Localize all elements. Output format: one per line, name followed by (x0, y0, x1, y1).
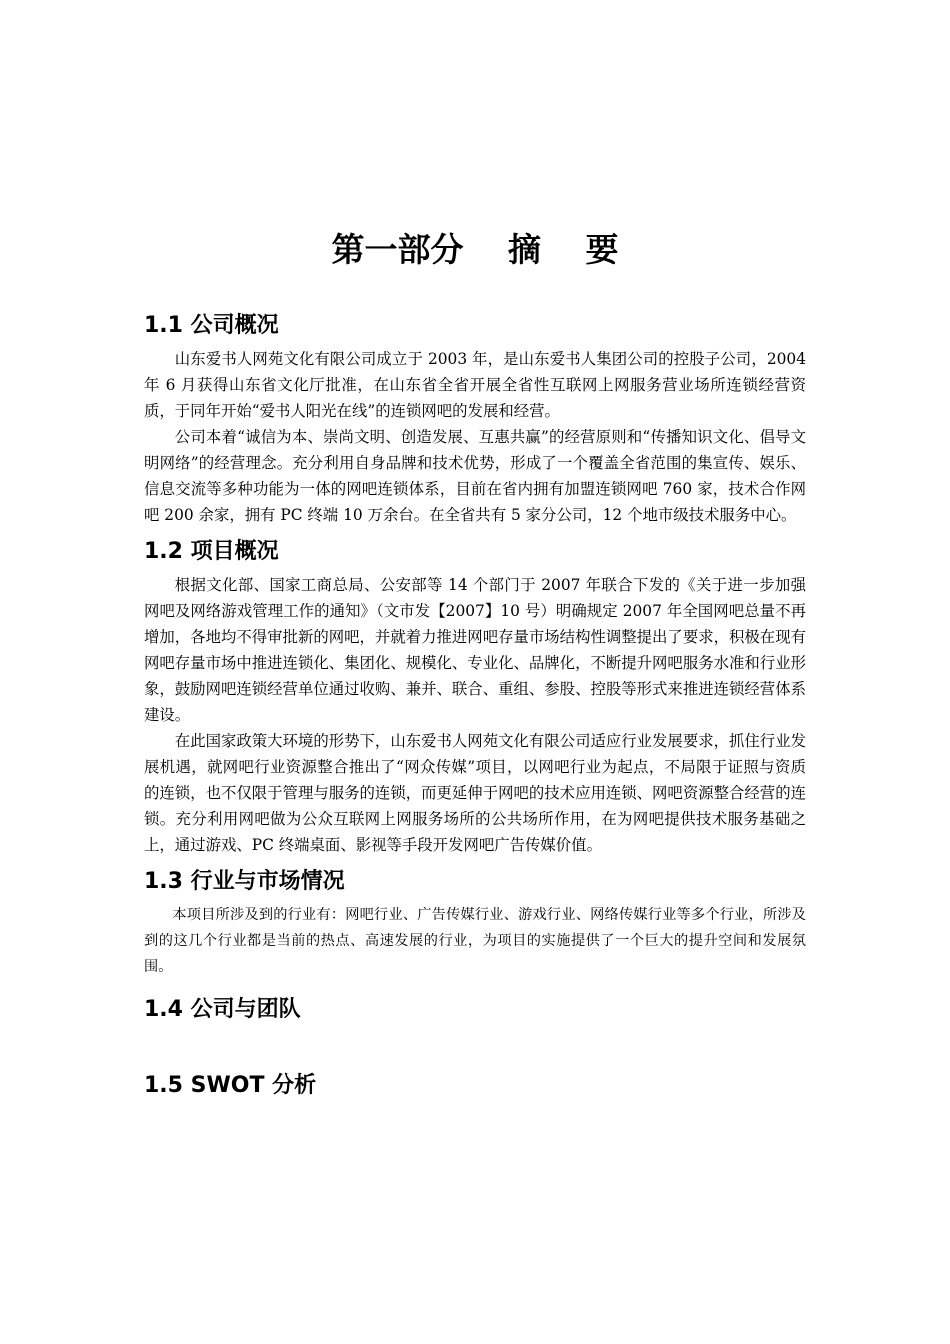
paragraph: 本项目所涉及到的行业有：网吧行业、广告传媒行业、游戏行业、网络传媒行业等多个行业，所涉及到的这几个行业都是当前的热点、高速发展的行业，为项目的实施提供了一个巨大的提升空间和发展氛围。 (144, 907, 806, 975)
section-heading: 1.1 公司概况 (144, 313, 279, 338)
section-project-overview (144, 532, 806, 858)
section-industry-market (144, 862, 806, 980)
section-company-team (144, 990, 806, 1030)
section-company-overview (144, 306, 806, 528)
paragraph: 公司本着“诚信为本、崇尚文明、创造发展、互惠共赢”的经营原则和“传播知识文化、倡导文明网络”的经营理念。充分利用自身品牌和技术优势，形成了一个覆盖全省范围的集宣传、娱乐、信息交流等多种功能为一体的网吧连锁体系，目前在省内拥有加盟连锁网吧 760 家，技术合作网吧 200 余家，拥有 PC 终端 10 万余台。在全省共有 5 家分公司，12 个地市级技术服务中心。 (144, 428, 806, 524)
paragraph: 山东爱书人网苑文化有限公司成立于 2003 年，是山东爱书人集团公司的控股子公司，2004 年 6 月获得山东省文化厅批准，在山东省全省开展全省性互联网上网服务营业场所连锁经营资质，于同年开始“爱书人阳光在线”的连锁网吧的发展和经营。 (144, 350, 806, 420)
section-heading: 1.2 项目概况 (144, 539, 279, 564)
paragraph: 根据文化部、国家工商总局、公安部等 14 个部门于 2007 年联合下发的《关于进一步加强网吧及网络游戏管理工作的通知》（文市发【2007】10 号）明确规定 2007 年全国网吧总量不再增加，各地均不得审批新的网吧，并就着力推进网吧存量市场结构性调整提出了要求，积极在现有网吧存量市场中推进连锁化、集团化、规模化、专业化、品牌化，不断提升网吧服务水准和行业形象，鼓励网吧连锁经营单位通过收购、兼并、联合、重组、参股、控股等形式来推进连锁经营体系建设。 (144, 576, 806, 724)
section-swot-analysis (144, 1066, 806, 1106)
part-title: 第一部分 摘 要 (331, 230, 619, 269)
section-heading: 1.3 行业与市场情况 (144, 869, 345, 894)
paragraph: 在此国家政策大环境的形势下，山东爱书人网苑文化有限公司适应行业发展要求，抓住行业发展机遇，就网吧行业资源整合推出了“网众传媒”项目，以网吧行业为起点，不局限于证照与资质的连锁，也不仅限于管理与服务的连锁，而更延伸于网吧的技术应用连锁、网吧资源整合经营的连锁。充分利用网吧做为公众互联网上网服务场所的公共场所作用，在为网吧提供技术服务基础之上，通过游戏、PC 终端桌面、影视等手段开发网吧广告传媒价值。 (144, 732, 806, 854)
section-heading: 1.4 公司与团队 (144, 997, 301, 1022)
section-heading: 1.5 SWOT 分析 (144, 1073, 317, 1098)
document-body (144, 306, 806, 1106)
